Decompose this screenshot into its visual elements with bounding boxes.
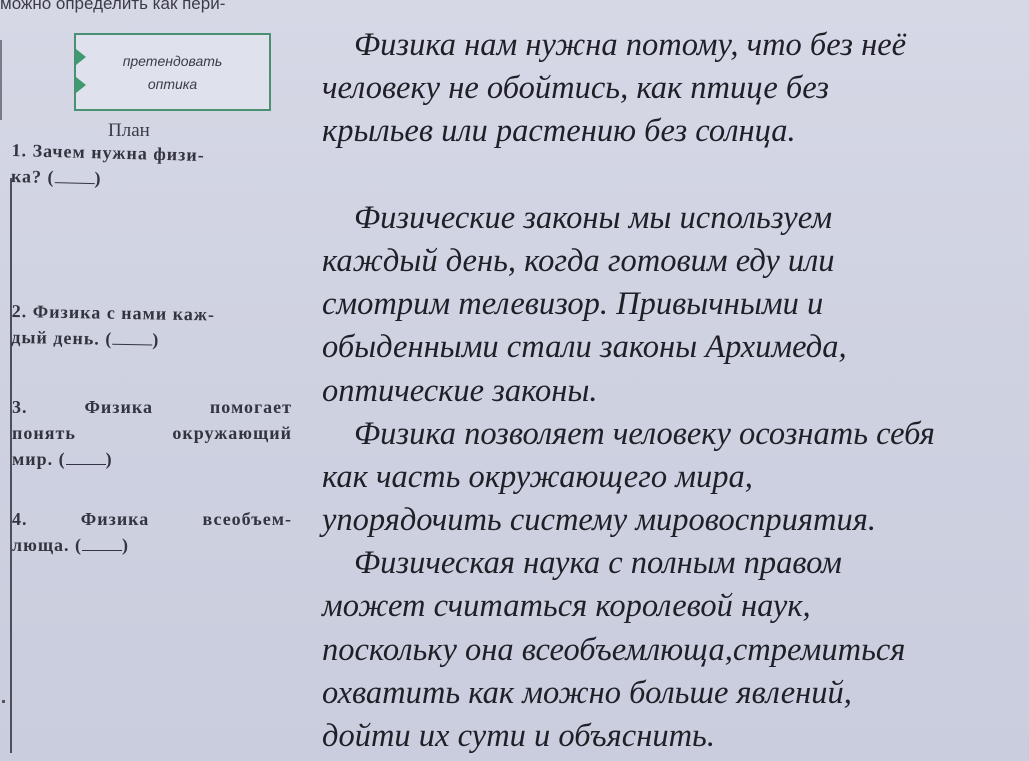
text-line: Физика нам нужна потому, что без неё [354, 27, 907, 63]
text-line: человеку не обойтись, как птице без [322, 70, 829, 107]
answer-blank [54, 166, 94, 184]
plan-item-line: ка? ( ) [10, 165, 102, 189]
plan-item-3 [12, 394, 292, 472]
plan-item-line: понять окружающий [12, 423, 292, 443]
text-line: крыльев или растению без солнца. [322, 113, 796, 150]
text-line: поскольку она всеобъемлюща,стремиться [322, 631, 906, 668]
text-line: Физическая наука с полным правом [354, 545, 842, 582]
plan-item-line: мир. ( ) [12, 449, 113, 469]
text-line: охватить как можно больше явлений, [322, 674, 852, 711]
cut-off-text: можно определить как пери- [0, 0, 226, 13]
plan-item-4 [12, 506, 292, 558]
text-line: Физические законы мы используем [354, 199, 833, 236]
text-line: упорядочить систему мировосприятия. [322, 502, 876, 539]
margin-line-top [0, 40, 2, 120]
answer-blank [66, 448, 106, 465]
plan-item-line: 1. Зачем нужна физи- [11, 139, 206, 166]
essay-text [322, 24, 1022, 758]
text-line: как часть окружающего мира, [322, 458, 753, 495]
term-1: претендовать [122, 53, 223, 69]
text-line: дойти их сути и объяснить. [322, 718, 715, 754]
text-line: смотрим телевизор. Привычными и [322, 286, 824, 323]
plan-item-line: люща. ( ) [12, 535, 130, 555]
text-line: каждый день, когда готовим еду или [322, 242, 835, 279]
plan-item-1 [11, 137, 292, 196]
answer-blank [112, 328, 152, 346]
plan-item-line: дый день. ( ) [11, 326, 160, 350]
text-line: может считаться королевой наук, [322, 588, 811, 625]
paragraph-gap [322, 154, 1022, 197]
plan-item-line: 3. Физика помогает [12, 397, 292, 417]
margin-mark [2, 700, 5, 703]
plan-item-2 [11, 298, 292, 355]
text-line: оптические законы. [322, 372, 598, 409]
answer-blank [82, 534, 122, 551]
text-line: Физика позволяет человеку осознать себя [354, 415, 935, 452]
plan-title: План [108, 120, 150, 141]
plan-item-line: 4. Физика всеобъем- [12, 509, 292, 529]
text-line: обыденными стали законы Архимеда, [322, 329, 847, 366]
terms-box [74, 33, 271, 111]
plan-item-line: 2. Физика с нами каж- [11, 300, 216, 325]
term-2: оптика [147, 76, 198, 92]
